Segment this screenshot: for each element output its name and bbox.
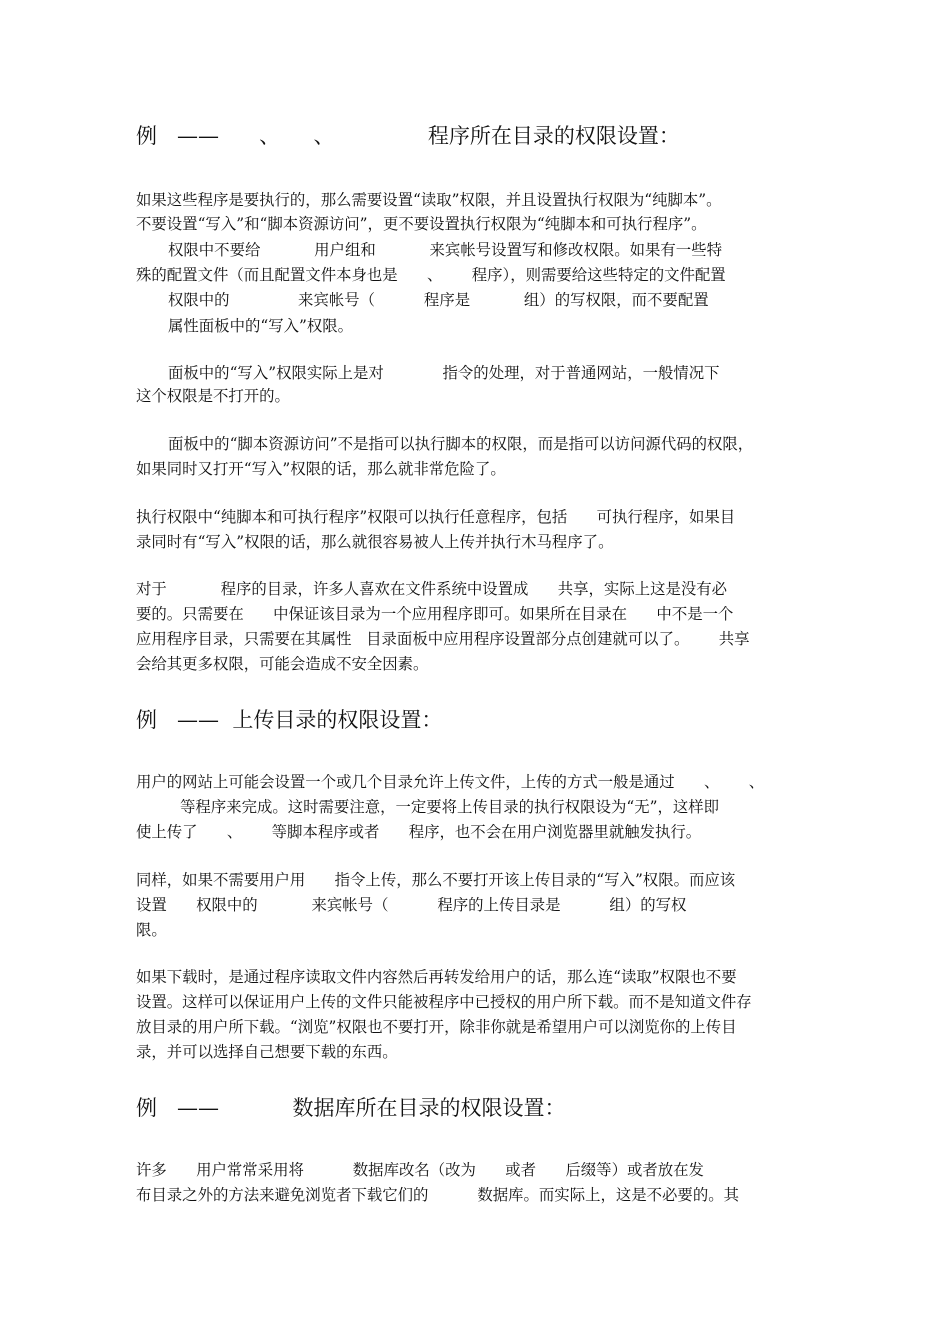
text-line: 许多 用户常常采用将 数据库改名（改为 或者 后缀等）或者放在发 <box>136 1161 704 1179</box>
text-line: 属性面板中的“写入”权限。 <box>168 317 354 335</box>
text-line: 应用程序目录，只需要在其属性 目录面板中应用程序设置部分点创建就可以了。 共享 <box>136 630 750 648</box>
text-line: 放目录的用户所下载。“浏览”权限也不要打开，除非你就是希望用户可以浏览你的上传目 <box>136 1018 737 1036</box>
text-line: 这个权限是不打开的。 <box>136 387 290 405</box>
text-line: 殊的配置文件（而且配置文件本身也是 、 程序），则需要给这些特定的文件配置 <box>136 266 726 284</box>
text-line: 等程序来完成。这时需要注意，一定要将上传目录的执行权限设为“无”，这样即 <box>136 798 720 816</box>
text-line: 录同时有“写入”权限的话，那么就很容易被人上传并执行木马程序了。 <box>136 533 614 551</box>
text-line: 录，并可以选择自己想要下载的东西。 <box>136 1043 398 1061</box>
text-line: 设置。这样可以保证用户上传的文件只能被程序中已授权的用户所下载。而不是知道文件存 <box>136 993 752 1011</box>
text-line: 执行权限中“纯脚本和可执行程序”权限可以执行任意程序，包括 可执行程序，如果目 <box>136 508 736 526</box>
text-line: 使上传了 、 等脚本程序或者 程序，也不会在用户浏览器里就触发执行。 <box>136 823 702 841</box>
text-line: 用户的网站上可能会设置一个或几个目录允许上传文件，上传的方式一般是通过 、 、 <box>136 773 765 791</box>
text-line: 如果下载时，是通过程序读取文件内容然后再转发给用户的话，那么连“读取”权限也不要 <box>136 968 737 986</box>
text-line: 权限中不要给 用户组和 来宾帐号设置写和修改权限。如果有一些特 <box>168 241 722 259</box>
text-line: 限。 <box>136 921 167 939</box>
text-line: 设置 权限中的 来宾帐号（ 程序的上传目录是 组）的写权 <box>136 896 687 914</box>
text-line: 布目录之外的方法来避免浏览者下载它们的 数据库。而实际上，这是不必要的。其 <box>136 1186 739 1204</box>
text-line: 要的。只需要在 中保证该目录为一个应用程序即可。如果所在目录在 中不是一个 <box>136 605 734 623</box>
section-heading-3: 例 —— 数据库所在目录的权限设置： <box>136 1096 566 1120</box>
text-line: 同样，如果不需要用户用 指令上传，那么不要打开该上传目录的“写入”权限。而应该 <box>136 871 736 889</box>
text-line: 面板中的“脚本资源访问”不是指可以执行脚本的权限，而是指可以访问源代码的权限， <box>168 435 754 453</box>
section-heading-1: 例 —— 、 、 程序所在目录的权限设置： <box>136 124 680 148</box>
text-line: 会给其更多权限，可能会造成不安全因素。 <box>136 655 429 673</box>
text-line: 权限中的 来宾帐号（ 程序是 组）的写权限，而不要配置 <box>168 291 709 309</box>
text-line: 如果这些程序是要执行的，那么需要设置“读取”权限，并且设置执行权限为“纯脚本”。 <box>136 191 722 209</box>
text-line: 不要设置“写入”和“脚本资源访问”，更不要设置执行权限为“纯脚本和可执行程序”。 <box>136 215 707 233</box>
section-heading-2: 例 —— 上传目录的权限设置： <box>136 708 443 732</box>
text-line: 面板中的“写入”权限实际上是对 指令的处理，对于普通网站，一般情况下 <box>168 364 720 382</box>
text-line: 如果同时又打开“写入”权限的话，那么就非常危险了。 <box>136 460 506 478</box>
text-line: 对于 程序的目录，许多人喜欢在文件系统中设置成 共享，实际上这是没有必 <box>136 580 728 598</box>
